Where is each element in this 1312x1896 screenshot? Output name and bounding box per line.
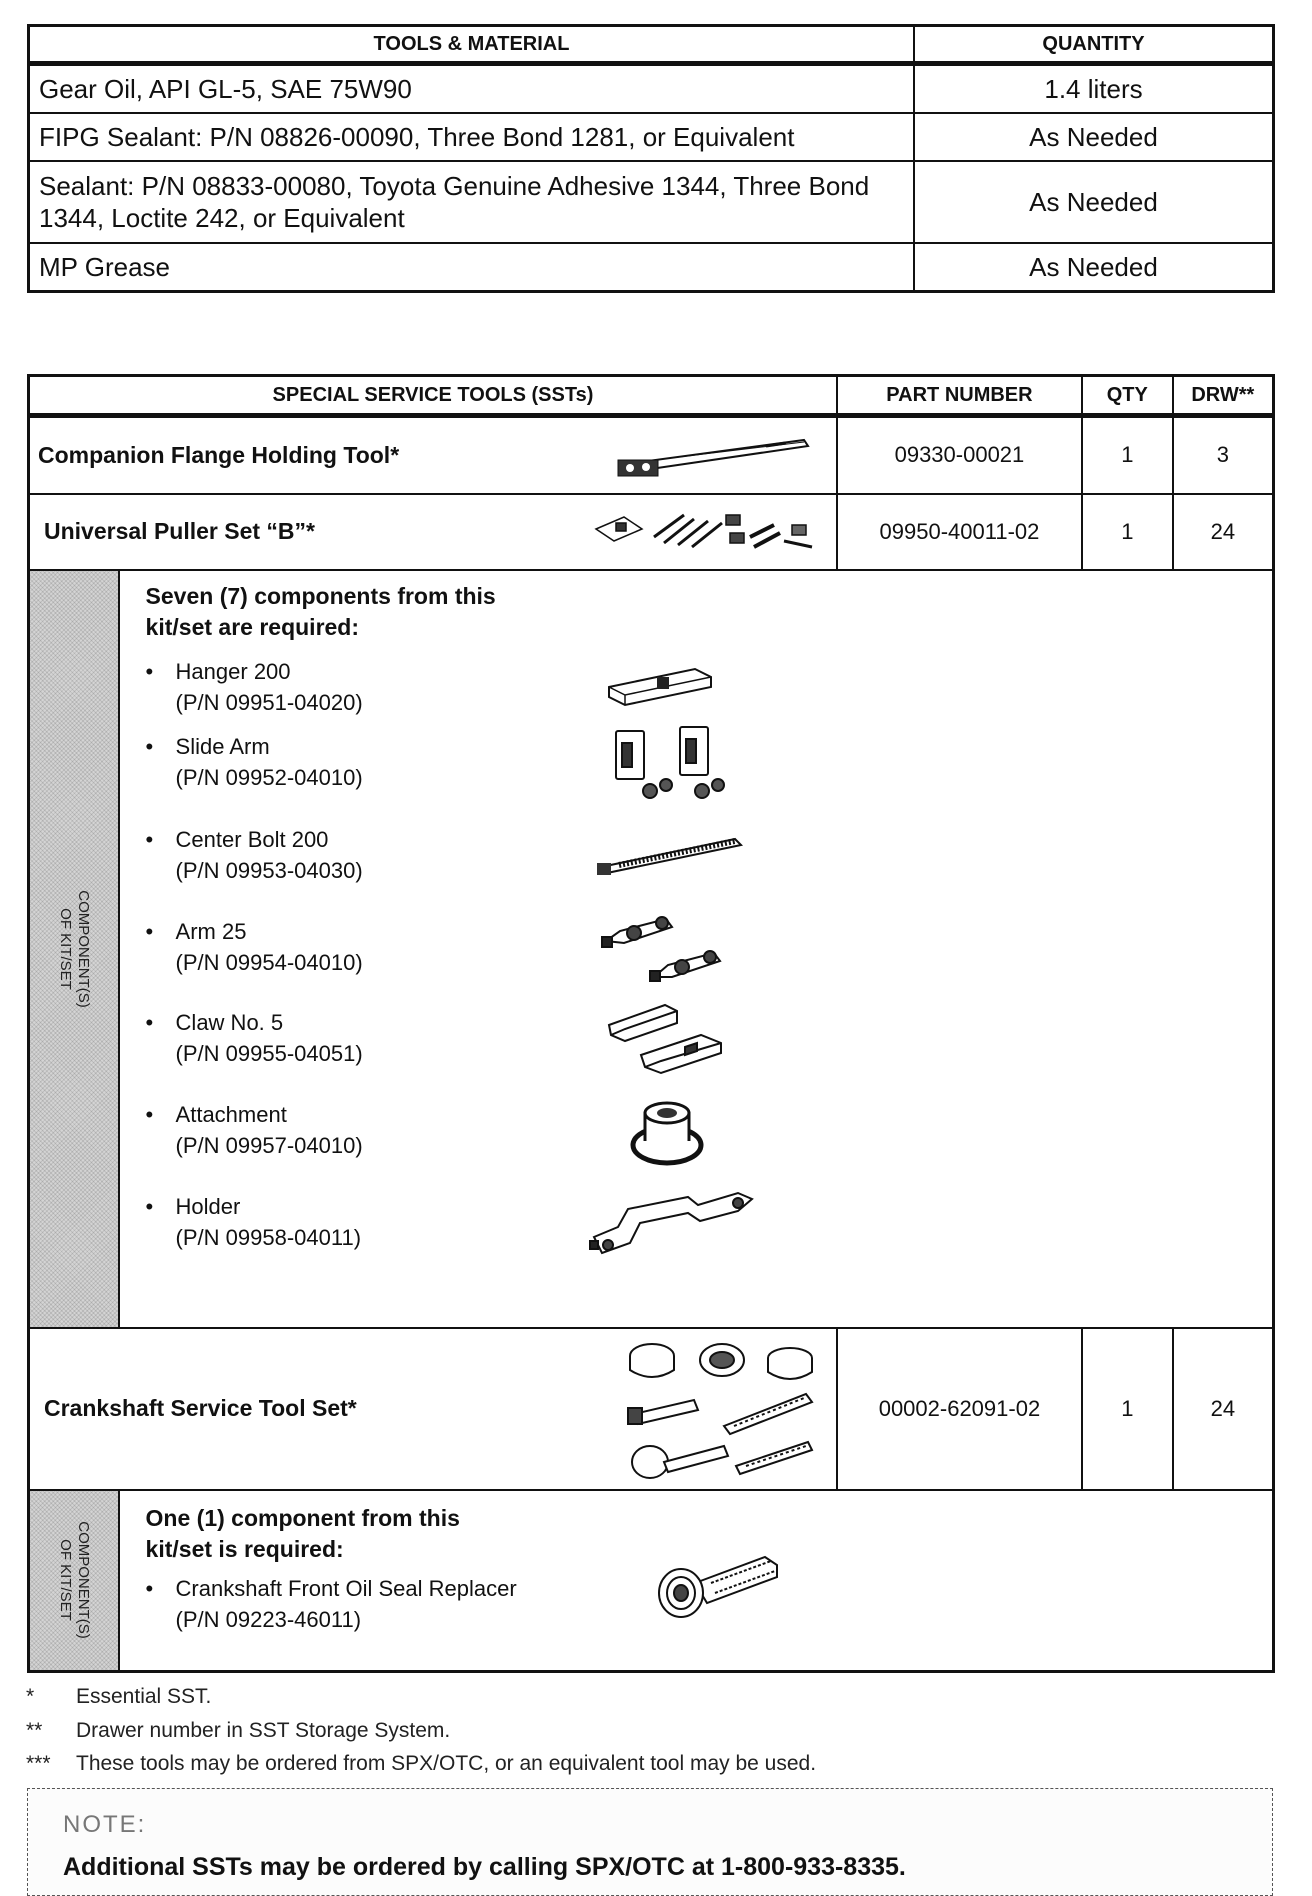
- list-item: • Crankshaft Front Oil Seal Replacer (P/N 09223-46011): [146, 1573, 517, 1635]
- side-label-line: COMPONENT(S): [74, 1521, 92, 1639]
- table-row: [29, 243, 1274, 292]
- side-label-line: OF KIT/SET: [56, 907, 74, 990]
- table-row: [29, 113, 1274, 161]
- component-part-number: (P/N 09954-04010): [175, 949, 363, 975]
- list-item: • Center Bolt 200 (P/N 09953-04030): [146, 824, 363, 886]
- qty: 1: [1082, 494, 1173, 570]
- heading-line: Seven (7) components from this: [145, 582, 496, 609]
- sst-header-row: [29, 376, 1274, 416]
- table-row: [29, 494, 1274, 570]
- components-heading: [146, 581, 496, 643]
- holder-icon: [588, 1183, 758, 1259]
- footnote: [26, 1685, 211, 1709]
- component-name: Attachment: [175, 1101, 287, 1127]
- table-row: [29, 161, 1274, 243]
- part-number: 09330-00021: [837, 416, 1082, 494]
- list-item: • Attachment (P/N 09957-04010): [146, 1099, 363, 1161]
- part-number: 00002-62091-02: [837, 1328, 1082, 1490]
- component-name: Claw No. 5: [175, 1009, 284, 1035]
- table-row: [29, 416, 1274, 494]
- list-item: • Arm 25 (P/N 09954-04010): [146, 916, 363, 978]
- table-row: [29, 64, 1274, 114]
- table-row: [29, 1328, 1274, 1490]
- part-number: 09950-40011-02: [837, 494, 1082, 570]
- component-name: Hanger 200: [175, 658, 291, 684]
- list-item: • Hanger 200 (P/N 09951-04020): [146, 656, 363, 718]
- list-item: • Holder (P/N 09958-04011): [146, 1191, 362, 1253]
- qty: 1: [1082, 1328, 1173, 1490]
- material-item: FIPG Sealant: P/N 08826-00090, Three Bond 1281, or Equivalent: [29, 113, 915, 161]
- component-part-number: (P/N 09953-04030): [175, 857, 363, 883]
- drawer: 3: [1173, 416, 1274, 494]
- footnote: [26, 1752, 816, 1776]
- table-row: [29, 570, 1274, 1328]
- material-item: Gear Oil, API GL-5, SAE 75W90: [29, 64, 915, 114]
- material-item: MP Grease: [29, 243, 915, 292]
- tool-cell: [29, 1328, 837, 1490]
- materials-table: [27, 24, 1275, 293]
- tool-cell: [29, 494, 837, 570]
- footnote-mark: **: [26, 1719, 43, 1742]
- component-part-number: (P/N 09957-04010): [175, 1132, 363, 1158]
- slide-arm-icon: [610, 719, 730, 809]
- footnote-text: These tools may be ordered from SPX/OTC, or an equivalent tool may be used.: [76, 1752, 817, 1775]
- list-item: • Slide Arm (P/N 09952-04010): [146, 731, 363, 793]
- side-label-line: COMPONENT(S): [74, 889, 92, 1008]
- note-title: NOTE:: [63, 1811, 147, 1838]
- tool-cell: [29, 416, 837, 494]
- material-qty: As Needed: [914, 243, 1274, 292]
- list-item: • Claw No. 5 (P/N 09955-04051): [146, 1007, 363, 1069]
- footnote: [26, 1719, 450, 1743]
- sst-table: [27, 374, 1275, 1673]
- kit-component-side-label: [29, 570, 119, 1328]
- sst-header-tools: SPECIAL SERVICE TOOLS (SSTs): [29, 376, 837, 416]
- tool-name: Universal Puller Set “B”*: [44, 518, 315, 544]
- qty: 1: [1082, 416, 1173, 494]
- puller-components-cell: [119, 570, 1274, 1328]
- component-part-number: (P/N 09952-04010): [175, 764, 363, 790]
- note-text: Additional SSTs may be ordered by calling SPX/OTC at 1-800-933-8335.: [63, 1853, 906, 1881]
- footnote-text: Drawer number in SST Storage System.: [76, 1719, 451, 1742]
- material-item: Sealant: P/N 08833-00080, Toyota Genuine Adhesive 1344, Three Bond 1344, Loctite 242, or Equivalent: [29, 161, 915, 243]
- tool-name: Companion Flange Holding Tool*: [38, 441, 400, 468]
- materials-header-qty: QUANTITY: [914, 26, 1274, 64]
- tool-name: Crankshaft Service Tool Set*: [44, 1395, 357, 1421]
- center-bolt-icon: [595, 833, 745, 877]
- component-name: Slide Arm: [175, 733, 270, 759]
- component-name: Center Bolt 200: [175, 826, 329, 852]
- component-part-number: (P/N 09955-04051): [175, 1040, 363, 1066]
- claw-icon: [605, 995, 735, 1081]
- components-heading: [146, 1503, 460, 1565]
- attachment-icon: [627, 1091, 707, 1169]
- heading-line: kit/set is required:: [145, 1535, 344, 1562]
- material-qty: As Needed: [914, 161, 1274, 243]
- materials-header-item: TOOLS & MATERIAL: [29, 26, 915, 64]
- table-row: [29, 1490, 1274, 1672]
- drawer: 24: [1173, 1328, 1274, 1490]
- component-part-number: (P/N 09951-04020): [175, 689, 363, 715]
- oil-seal-replacer-icon: [655, 1543, 785, 1623]
- flange-holding-tool-icon: [616, 430, 816, 480]
- kit-component-side-label: [29, 1490, 119, 1672]
- materials-header-row: [29, 26, 1274, 64]
- footnote-text: Essential SST.: [76, 1685, 212, 1708]
- note-box: [27, 1788, 1273, 1896]
- component-part-number: (P/N 09223-46011): [175, 1606, 362, 1632]
- hanger-icon: [605, 663, 715, 709]
- component-name: Holder: [175, 1193, 241, 1219]
- arm-icon: [600, 901, 730, 991]
- component-name: Arm 25: [175, 918, 247, 944]
- sst-header-qty: QTY: [1082, 376, 1173, 416]
- footnote-mark: *: [26, 1685, 35, 1708]
- material-qty: As Needed: [914, 113, 1274, 161]
- heading-line: kit/set are required:: [145, 613, 360, 640]
- sst-header-part: PART NUMBER: [837, 376, 1082, 416]
- drawer: 24: [1173, 494, 1274, 570]
- sst-header-drw: DRW**: [1173, 376, 1274, 416]
- crankshaft-tool-set-icon: [624, 1334, 820, 1484]
- component-part-number: (P/N 09958-04011): [175, 1224, 362, 1250]
- puller-set-icon: [594, 507, 816, 557]
- crankshaft-components-cell: [119, 1490, 1274, 1672]
- side-label-line: OF KIT/SET: [56, 1539, 74, 1622]
- heading-line: One (1) component from this: [145, 1504, 460, 1531]
- footnote-mark: ***: [26, 1752, 51, 1775]
- material-qty: 1.4 liters: [914, 64, 1274, 114]
- component-name: Crankshaft Front Oil Seal Replacer: [175, 1575, 517, 1601]
